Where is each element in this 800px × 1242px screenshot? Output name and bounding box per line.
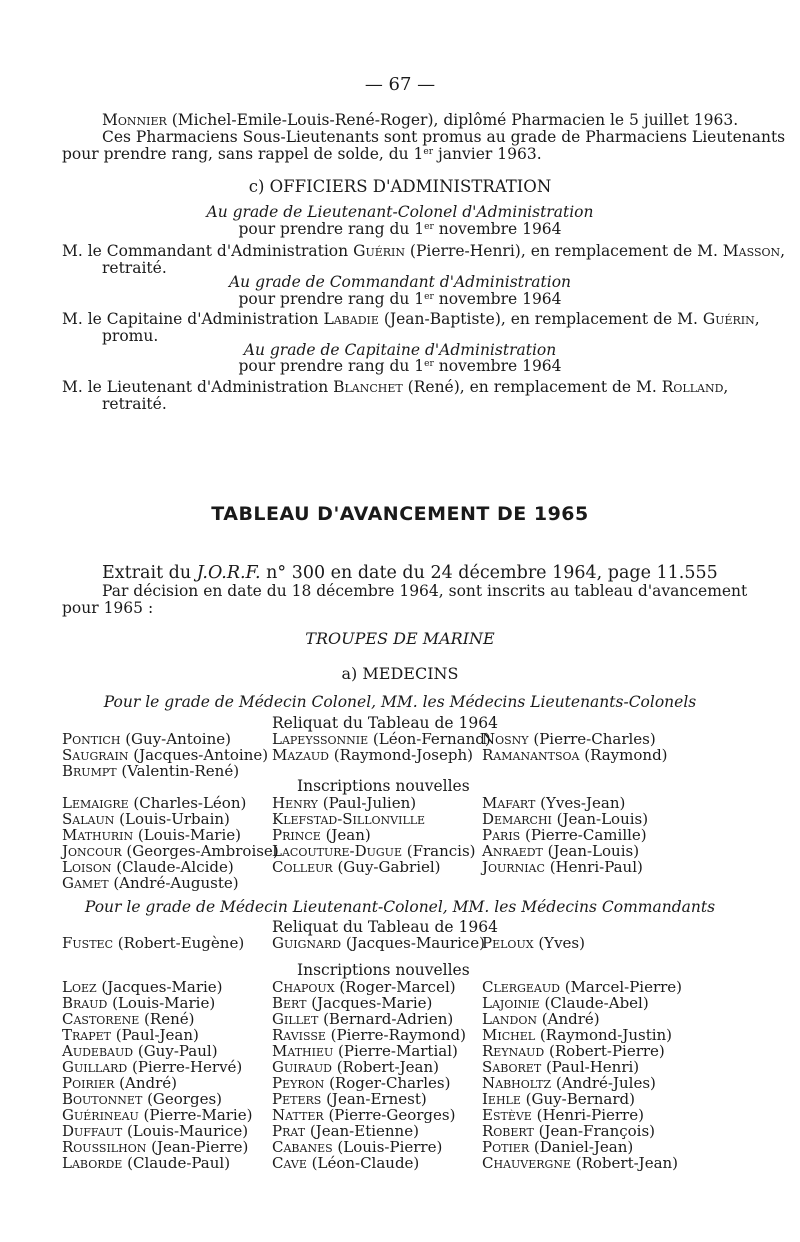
surname: Ramanantsoa — [482, 746, 580, 764]
section-heading: c) OFFICIERS D'ADMINISTRATION — [248, 177, 552, 196]
given-names: (Jacques-Marie) — [306, 994, 433, 1012]
given-names: (Robert-Jean) — [570, 1154, 679, 1172]
name-entry — [272, 935, 485, 951]
name-entry — [62, 1123, 252, 1139]
given-names: (Roger-Charles) — [324, 1074, 451, 1092]
person-name: Monnier — [102, 111, 167, 129]
given-names: (Jean-Pierre) — [146, 1138, 249, 1156]
name-entry — [272, 1027, 466, 1043]
name-entry — [62, 859, 279, 875]
name-entry — [272, 731, 491, 747]
name-column — [482, 935, 585, 951]
surname: Salaun — [62, 810, 115, 828]
name-entry — [482, 1059, 682, 1075]
name-entry — [272, 1139, 466, 1155]
given-names: (Paul-Jean) — [111, 1026, 199, 1044]
name-entry — [62, 1043, 252, 1059]
given-names: (Francis) — [401, 842, 476, 860]
name-column — [272, 731, 491, 779]
grade-title: Au grade de Lieutenant-Colonel d'Administration — [206, 203, 594, 221]
surname: Ravisse — [272, 1026, 326, 1044]
name-entry — [62, 843, 279, 859]
name-entry — [482, 1091, 682, 1107]
surname: Nabholtz — [482, 1074, 552, 1092]
name-entry — [272, 995, 466, 1011]
name-entry — [482, 995, 682, 1011]
surname: Joncour — [62, 842, 122, 860]
name-entry — [272, 1059, 466, 1075]
given-names: (Raymond) — [579, 746, 668, 764]
name-entry — [272, 827, 476, 843]
surname: Henry — [272, 794, 318, 812]
name-entry — [482, 731, 668, 747]
surname: Fustec — [62, 934, 113, 952]
surname: Paris — [482, 826, 521, 844]
given-names: (Jean-François) — [533, 1122, 656, 1140]
promotion-date-line: pour prendre rang, sans rappel de solde, du 1er janvier 1963. — [62, 145, 542, 163]
name-entry — [482, 843, 648, 859]
page-number: — 67 — — [364, 74, 436, 95]
name-entry — [62, 1011, 252, 1027]
name-entry — [62, 827, 279, 843]
medecins-heading: a) MEDECINS — [341, 664, 459, 683]
surname: Peloux — [482, 934, 534, 952]
surname: Laborde — [62, 1154, 123, 1172]
given-names: (Louis-Marie) — [133, 826, 241, 844]
name-entry — [272, 979, 466, 995]
surname: Guillard — [62, 1058, 128, 1076]
name-entry — [482, 1011, 682, 1027]
given-names: (André) — [114, 1074, 178, 1092]
surname: Nosny — [482, 730, 529, 748]
name-entry — [482, 811, 648, 827]
given-names: (Jean-Louis) — [542, 842, 640, 860]
surname: Journiac — [482, 858, 545, 876]
surname: Anraedt — [482, 842, 543, 860]
name-entry — [482, 1139, 682, 1155]
surname: Potier — [482, 1138, 530, 1156]
given-names: (Louis-Marie) — [107, 994, 216, 1012]
given-names: (Yves-Jean) — [535, 794, 626, 812]
tableau-heading: TABLEAU D'AVANCEMENT DE 1965 — [211, 503, 589, 525]
given-names: (André-Jules) — [551, 1074, 656, 1092]
surname: Castorene — [62, 1010, 140, 1028]
name-entry — [482, 1075, 682, 1091]
name-entry — [272, 843, 476, 859]
troupes-heading: TROUPES DE MARINE — [305, 629, 495, 648]
surname: Bert — [272, 994, 307, 1012]
given-names: (Georges) — [142, 1090, 223, 1108]
surname: Prat — [272, 1122, 306, 1140]
surname: Loison — [62, 858, 112, 876]
name-column — [482, 795, 648, 891]
surname: Lajoinie — [482, 994, 540, 1012]
name-entry — [482, 1123, 682, 1139]
reliquat-heading: Reliquat du Tableau de 1964 — [272, 714, 498, 732]
given-names: (Guy-Antoine) — [120, 730, 231, 748]
given-names: (Robert-Pierre) — [544, 1042, 665, 1060]
given-names: (Louis-Urbain) — [114, 810, 230, 828]
name-entry — [62, 811, 279, 827]
given-names: (Valentin-René) — [116, 762, 240, 780]
given-names: (Jean-Ernest) — [321, 1090, 427, 1108]
surname: Roussilhon — [62, 1138, 147, 1156]
name-entry — [482, 795, 648, 811]
surname: Gamet — [62, 874, 109, 892]
name-column — [62, 935, 244, 951]
grade-section-title: Pour le grade de Médecin Colonel, MM. les Médecins Lieutenants-Colonels — [103, 693, 697, 711]
given-names: (Pierre-Marie) — [138, 1106, 253, 1124]
extrait-line: Extrait du J.O.R.F. n° 300 en date du 24 décembre 1964, page 11.555 — [102, 563, 718, 583]
surname: Pontich — [62, 730, 121, 748]
name-entry — [62, 763, 268, 779]
surname: Chauvergne — [482, 1154, 571, 1172]
given-names: (Bernard-Adrien) — [318, 1010, 454, 1028]
surname: Saugrain — [62, 746, 129, 764]
surname: Lapeyssonnie — [272, 730, 369, 748]
name-entry — [482, 1155, 682, 1171]
name-entry — [62, 935, 244, 951]
surname: Prince — [272, 826, 321, 844]
name-entry — [482, 1043, 682, 1059]
given-names: (Marcel-Pierre) — [559, 978, 683, 996]
name-entry — [62, 1091, 252, 1107]
given-names: (Louis-Maurice) — [122, 1122, 249, 1140]
surname: Peters — [272, 1090, 322, 1108]
given-names: (Claude-Alcide) — [111, 858, 234, 876]
name-column — [482, 731, 668, 779]
grade-date: pour prendre rang du 1er novembre 1964 — [238, 357, 562, 375]
given-names: (Guy-Gabriel) — [332, 858, 441, 876]
given-names: (Robert-Jean) — [331, 1058, 439, 1076]
given-names: (Jacques-Marie) — [96, 978, 223, 996]
given-names: (Pierre-Charles) — [528, 730, 656, 748]
surname: Guignard — [272, 934, 342, 952]
given-names: (Pierre-Raymond) — [325, 1026, 466, 1044]
name-entry — [272, 1155, 466, 1171]
name-column — [62, 795, 279, 891]
name-column — [272, 979, 466, 1171]
given-names: (Pierre-Camille) — [520, 826, 647, 844]
surname: Natter — [272, 1106, 324, 1124]
surname: Boutonnet — [62, 1090, 143, 1108]
name-entry — [482, 979, 682, 995]
name-entry — [62, 731, 268, 747]
given-names: (Yves) — [533, 934, 585, 952]
given-names: (Roger-Marcel) — [334, 978, 456, 996]
given-names: (Jean-Etienne) — [305, 1122, 419, 1140]
surname: Mazaud — [272, 746, 329, 764]
name-column — [272, 795, 476, 891]
given-names: (Pierre-Georges) — [323, 1106, 456, 1124]
given-names: (Robert-Eugène) — [113, 934, 245, 952]
nomination-cont: retraité. — [102, 259, 167, 277]
surname: Lacouture-Dugue — [272, 842, 402, 860]
given-names: (Raymond-Justin) — [535, 1026, 673, 1044]
surname: Clergeaud — [482, 978, 560, 996]
given-names: (Louis-Pierre) — [332, 1138, 443, 1156]
surname: Estève — [482, 1106, 532, 1124]
name-entry — [62, 1075, 252, 1091]
name-entry — [62, 1107, 252, 1123]
surname: Guiraud — [272, 1058, 332, 1076]
surname: Lemaigre — [62, 794, 129, 812]
given-names: (Claude-Paul) — [122, 1154, 231, 1172]
surname: Peyron — [272, 1074, 325, 1092]
surname: Gillet — [272, 1010, 319, 1028]
given-names: (Claude-Abel) — [539, 994, 649, 1012]
name-entry — [272, 1043, 466, 1059]
surname: Robert — [482, 1122, 534, 1140]
name-entry — [482, 827, 648, 843]
name-entry — [272, 859, 476, 875]
surname: Saboret — [482, 1058, 542, 1076]
reliquat-heading: Reliquat du Tableau de 1964 — [272, 918, 498, 936]
name-column — [482, 979, 682, 1171]
surname: Trapet — [62, 1026, 111, 1044]
name-entry — [272, 1123, 466, 1139]
name-entry — [62, 995, 252, 1011]
name-entry — [482, 747, 668, 763]
name-entry — [482, 935, 585, 951]
name-entry — [62, 1155, 252, 1171]
given-names: (Raymond-Joseph) — [328, 746, 473, 764]
name-entry — [482, 1027, 682, 1043]
inscriptions-heading: Inscriptions nouvelles — [297, 777, 470, 795]
name-entry — [62, 747, 268, 763]
decision-line: Par décision en date du 18 décembre 1964, sont inscrits au tableau d'avancement — [102, 582, 748, 600]
grade-date: pour prendre rang du 1er novembre 1964 — [238, 290, 562, 308]
surname: Demarchi — [482, 810, 552, 828]
given-names: (Pierre-Martial) — [333, 1042, 458, 1060]
surname: Mathieu — [272, 1042, 334, 1060]
surname: Klefstad-Sillonville — [272, 810, 426, 828]
name-entry — [62, 1139, 252, 1155]
surname: Poirier — [62, 1074, 115, 1092]
given-names: (Georges-Ambroise) — [121, 842, 279, 860]
grade-date: pour prendre rang du 1er novembre 1964 — [238, 220, 562, 238]
given-names: (Jean-Louis) — [551, 810, 649, 828]
surname: Guérineau — [62, 1106, 139, 1124]
name-entry — [62, 795, 279, 811]
surname: Audebaud — [62, 1042, 134, 1060]
inscriptions-heading: Inscriptions nouvelles — [297, 961, 470, 979]
given-names: (Pierre-Hervé) — [127, 1058, 243, 1076]
surname: Chapoux — [272, 978, 335, 996]
name-entry — [272, 811, 476, 827]
grade-title: Au grade de Commandant d'Administration — [228, 273, 572, 291]
surname: Loez — [62, 978, 97, 996]
given-names: (Jacques-Maurice) — [341, 934, 486, 952]
surname: Mafart — [482, 794, 536, 812]
name-entry — [272, 747, 491, 763]
surname: Braud — [62, 994, 108, 1012]
given-names: (Léon-Claude) — [306, 1154, 420, 1172]
name-entry — [62, 875, 279, 891]
name-entry — [62, 1027, 252, 1043]
nomination-line: M. le Commandant d'Administration Guérin (Pierre-Henri), en remplacement de M. Masson, — [62, 242, 786, 260]
grade-section-title: Pour le grade de Médecin Lieutenant-Colonel, MM. les Médecins Commandants — [84, 898, 716, 916]
surname: Brumpt — [62, 762, 117, 780]
given-names: (Paul-Henri) — [541, 1058, 640, 1076]
surname: Colleur — [272, 858, 333, 876]
decision-line-2: pour 1965 : — [62, 599, 154, 617]
name-entry — [482, 763, 668, 779]
name-entry — [272, 1091, 466, 1107]
surname: Duffaut — [62, 1122, 123, 1140]
nomination-cont: promu. — [102, 327, 159, 345]
given-names: (Daniel-Jean) — [529, 1138, 634, 1156]
nomination-line: M. le Lieutenant d'Administration Blanchet (René), en remplacement de M. Rolland, — [62, 378, 729, 396]
surname: Cave — [272, 1154, 307, 1172]
name-column — [62, 731, 268, 779]
given-names: (André) — [537, 1010, 600, 1028]
given-names: (Jacques-Antoine) — [128, 746, 269, 764]
name-column — [62, 979, 252, 1171]
name-entry — [62, 1059, 252, 1075]
name-entry — [482, 1107, 682, 1123]
surname: Reynaud — [482, 1042, 545, 1060]
surname: Iehle — [482, 1090, 521, 1108]
name-entry — [272, 875, 476, 891]
surname: Mathurin — [62, 826, 134, 844]
nomination-line: M. le Capitaine d'Administration Labadie (Jean-Baptiste), en remplacement de M. Guérin, — [62, 310, 760, 328]
surname: Cabanes — [272, 1138, 333, 1156]
name-entry — [272, 1075, 466, 1091]
name-entry — [272, 1011, 466, 1027]
given-names: (André-Auguste) — [108, 874, 239, 892]
name-entry — [272, 1107, 466, 1123]
given-names: (Henri-Pierre) — [531, 1106, 644, 1124]
given-names: (Guy-Paul) — [133, 1042, 218, 1060]
given-names: (Charles-Léon) — [128, 794, 247, 812]
surname: Landon — [482, 1010, 537, 1028]
grade-title: Au grade de Capitaine d'Administration — [243, 341, 557, 359]
given-names: (Guy-Bernard) — [520, 1090, 635, 1108]
given-names: (Léon-Fernand) — [368, 730, 491, 748]
name-entry — [62, 979, 252, 995]
promotion-line: Ces Pharmaciens Sous-Lieutenants sont promus au grade de Pharmaciens Lieutenants — [102, 128, 786, 146]
surname: Michel — [482, 1026, 536, 1044]
name-entry — [482, 859, 648, 875]
name-entry — [482, 875, 648, 891]
nomination-cont: retraité. — [102, 395, 167, 413]
pharmacien-line: Monnier (Michel-Emile-Louis-René-Roger), diplômé Pharmacien le 5 juillet 1963. — [102, 111, 739, 129]
name-entry — [272, 795, 476, 811]
name-column — [272, 935, 485, 951]
given-names: (Henri-Paul) — [544, 858, 643, 876]
given-names: (Jean) — [320, 826, 371, 844]
given-names: (Paul-Julien) — [317, 794, 417, 812]
given-names: (René) — [139, 1010, 195, 1028]
